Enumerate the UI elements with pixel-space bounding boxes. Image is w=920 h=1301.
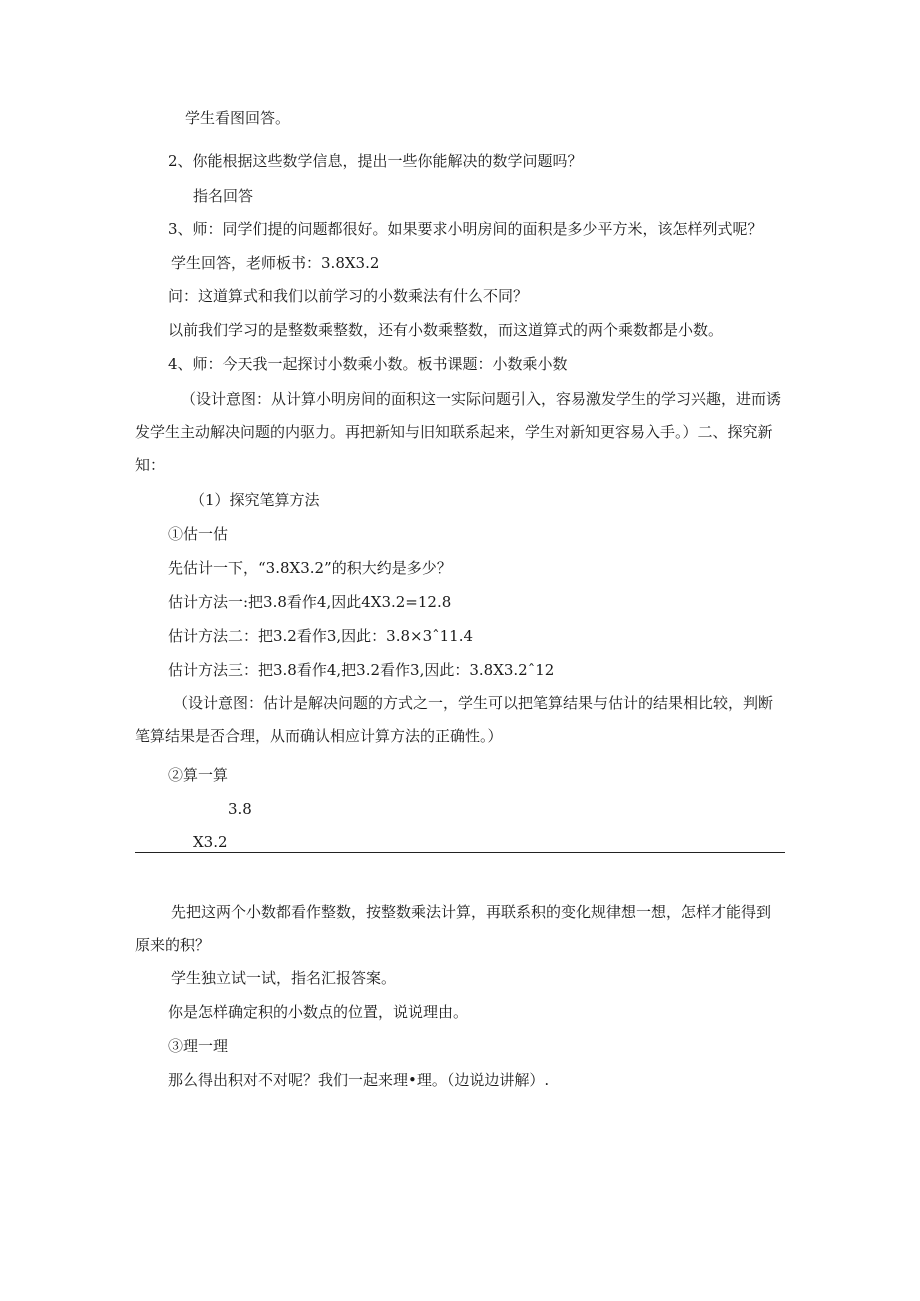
question-3-answer: 学生回答，老师板书：3.8X3.2 — [171, 254, 380, 272]
estimate-method-2: 估计方法二：把3.2看作3,因此：3.8×3ˆ11.4 — [168, 627, 474, 645]
calc-multiplier: X3.2 — [193, 833, 228, 851]
step-2-title: ②算一算 — [168, 766, 229, 784]
estimate-method-3: 估计方法三：把3.8看作4,把3.2看作3,因此：3.8X3.2ˆ12 — [168, 661, 555, 679]
estimate-method-1: 估计方法一:把3.8看作4,因此4X3.2=12.8 — [168, 593, 452, 611]
question-4: 4、师：今天我一起探讨小数乘小数。板书课题：小数乘小数 — [168, 355, 568, 373]
design-note-2: （设计意图：估计是解决问题的方式之一，学生可以把笔算结果与估计的结果相比较，判断笔算结果是否合理，从而确认相应计算方法的正确性。） — [135, 694, 774, 745]
question-3-explain: 以前我们学习的是整数乘整数，还有小数乘整数，而这道算式的两个乘数都是小数。 — [168, 321, 724, 339]
student-answer-text: 学生看图回答。 — [185, 109, 291, 127]
question-3-ask: 问：这道算式和我们以前学习的小数乘法有什么不同？ — [168, 287, 529, 305]
calc-divider-line — [135, 852, 785, 853]
decimal-point-question: 你是怎样确定积的小数点的位置，说说理由。 — [168, 1003, 469, 1021]
calc-multiplicand: 3.8 — [228, 800, 252, 818]
question-2: 2、你能根据这些数学信息，提出一些你能解决的数学问题吗？ — [168, 152, 583, 170]
design-note-1: （设计意图：从计算小明房间的面积这一实际问题引入，容易激发学生的学习兴趣，进而诱发学生主动解决问题的内驱力。再把新知与旧知联系起来，学生对新知更容易入手。）二、探究新知： — [135, 390, 782, 474]
question-3: 3、师：同学们提的问题都很好。如果要求小明房间的面积是多少平方米，该怎样列式呢？ — [168, 220, 763, 238]
step-3-title: ③理一理 — [168, 1037, 229, 1055]
step-3-text: 那么得出积对不对呢？我们一起来理•理。（边说边讲解）. — [168, 1071, 550, 1089]
step-1-prompt: 先估计一下，“3.8X3.2”的积大约是多少？ — [168, 559, 452, 577]
step-1-title: ①估一估 — [168, 525, 229, 543]
section-title: （1）探究笔算方法 — [190, 491, 320, 509]
compute-instruction: 先把这两个小数都看作整数，按整数乘法计算，再联系积的变化规律想一想，怎样才能得到原来的积？ — [135, 903, 772, 954]
student-try-text: 学生独立试一试，指名汇报答案。 — [171, 969, 397, 987]
question-2-action: 指名回答 — [193, 187, 254, 205]
